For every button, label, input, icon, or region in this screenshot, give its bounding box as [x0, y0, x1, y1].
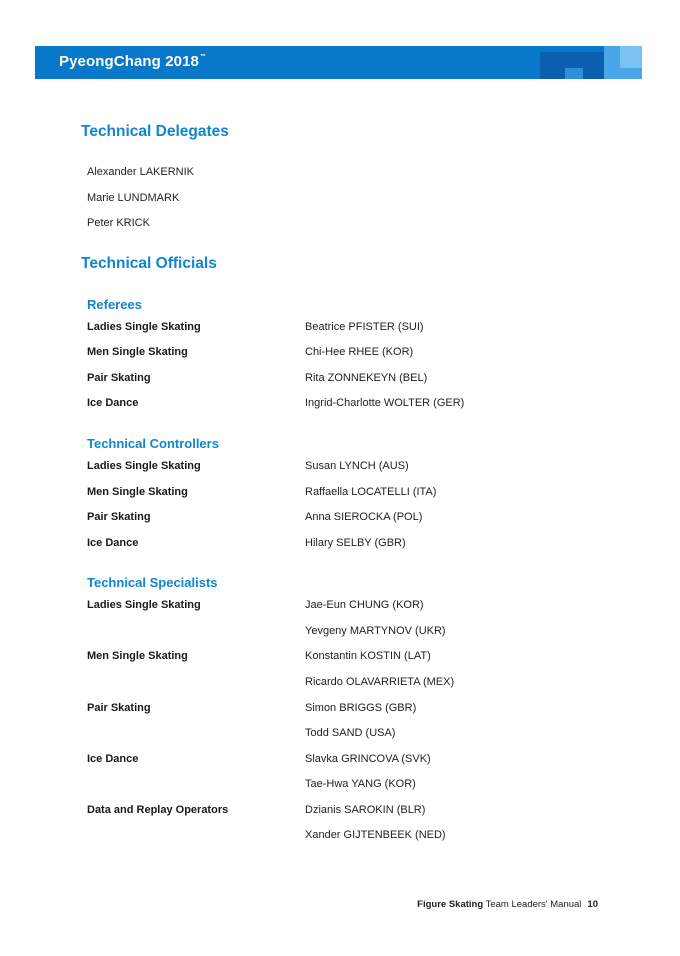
- delegate-name: Peter KRICK: [87, 217, 150, 229]
- footer-manual-title: Team Leaders' Manual: [483, 899, 582, 910]
- role-label: Ladies Single Skating: [87, 321, 201, 333]
- page-footer: [417, 899, 598, 910]
- official-name: Tae-Hwa YANG (KOR): [305, 778, 416, 790]
- role-label: Men Single Skating: [87, 650, 188, 662]
- official-name: Susan LYNCH (AUS): [305, 460, 409, 472]
- header-bar: [35, 46, 642, 79]
- official-name: Anna SIEROCKA (POL): [305, 511, 423, 523]
- subsection-title-referees: Referees: [87, 297, 142, 312]
- role-label: Pair Skating: [87, 511, 151, 523]
- role-label: Men Single Skating: [87, 486, 188, 498]
- official-name: Rita ZONNEKEYN (BEL): [305, 372, 428, 384]
- official-name: Dzianis SAROKIN (BLR): [305, 804, 426, 816]
- role-label: Men Single Skating: [87, 346, 188, 358]
- brand-logo: [59, 53, 206, 70]
- official-name: Ingrid-Charlotte WOLTER (GER): [305, 397, 465, 409]
- brand-text: PyeongChang 2018: [59, 53, 199, 70]
- section-title-officials: Technical Officials: [81, 255, 217, 272]
- official-name: Beatrice PFISTER (SUI): [305, 321, 424, 333]
- official-name: Todd SAND (USA): [305, 727, 396, 739]
- official-name: Simon BRIGGS (GBR): [305, 702, 417, 714]
- role-label: Pair Skating: [87, 372, 151, 384]
- official-name: Jae-Eun CHUNG (KOR): [305, 599, 424, 611]
- role-label: Ladies Single Skating: [87, 599, 201, 611]
- role-label: Ice Dance: [87, 397, 139, 409]
- header-decoration: [620, 46, 642, 68]
- subsection-title-specialists: Technical Specialists: [87, 575, 218, 590]
- official-name: Raffaella LOCATELLI (ITA): [305, 486, 437, 498]
- official-name: Konstantin KOSTIN (LAT): [305, 650, 431, 662]
- official-name: Ricardo OLAVARRIETA (MEX): [305, 676, 455, 688]
- official-name: Yevgeny MARTYNOV (UKR): [305, 625, 446, 637]
- role-label: Pair Skating: [87, 702, 151, 714]
- page-number: 10: [587, 899, 598, 910]
- delegate-name: Marie LUNDMARK: [87, 192, 180, 204]
- official-name: Hilary SELBY (GBR): [305, 537, 406, 549]
- official-name: Xander GIJTENBEEK (NED): [305, 829, 446, 841]
- official-name: Slavka GRINCOVA (SVK): [305, 753, 431, 765]
- delegate-name: Alexander LAKERNIK: [87, 166, 194, 178]
- role-label: Ice Dance: [87, 753, 139, 765]
- section-title-delegates: Technical Delegates: [81, 123, 229, 140]
- role-label: Ice Dance: [87, 537, 139, 549]
- official-name: Chi-Hee RHEE (KOR): [305, 346, 414, 358]
- footer-sport: Figure Skating: [417, 899, 484, 910]
- role-label: Ladies Single Skating: [87, 460, 201, 472]
- brand-trademark: ™: [199, 54, 207, 60]
- subsection-title-controllers: Technical Controllers: [87, 436, 219, 451]
- header-decoration: [565, 68, 583, 79]
- role-label: Data and Replay Operators: [87, 804, 229, 816]
